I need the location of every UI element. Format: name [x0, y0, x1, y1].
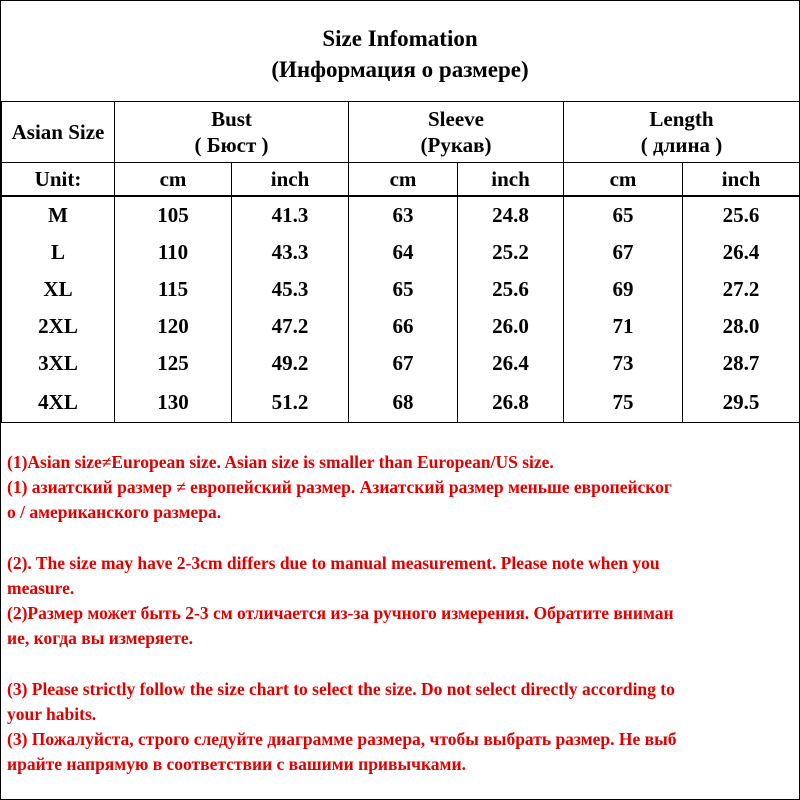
note-1-en: (1)Asian size≠European size. Asian size is smaller than European/US size.	[7, 452, 554, 472]
title-block	[1, 1, 799, 102]
value-cell: 67	[349, 345, 458, 382]
header-sleeve-ru: (Рукав)	[420, 133, 492, 157]
note-2-ru: (2)Размер может быть 2-3 см отличается из-за ручного измерения. Обратите вниман	[7, 603, 674, 623]
notes-section	[7, 450, 797, 777]
value-cell: 24.8	[458, 196, 564, 234]
value-cell: 47.2	[232, 308, 349, 345]
header-length-label: Length	[649, 107, 714, 131]
value-cell: 65	[349, 271, 458, 308]
size-table	[1, 101, 800, 423]
value-cell: 68	[349, 382, 458, 423]
note-3-en: (3) Please strictly follow the size chart to select the size. Do not select directly according to	[7, 679, 675, 699]
header-bust-label: Bust	[211, 107, 252, 131]
table-row	[2, 234, 800, 271]
value-cell: 43.3	[232, 234, 349, 271]
table-row	[2, 382, 800, 423]
value-cell: 130	[115, 382, 232, 423]
value-cell: 26.4	[683, 234, 800, 271]
note-2-ru-cont: ие, когда вы измеряете.	[7, 628, 194, 648]
note-gap	[7, 525, 797, 551]
value-cell: 26.8	[458, 382, 564, 423]
table-row	[2, 345, 800, 382]
note-1-ru: (1) азиатский размер ≠ европейский размер. Азиатский размер меньше европейског	[7, 477, 672, 497]
header-bust	[115, 102, 349, 163]
note-gap	[7, 651, 797, 677]
header-sleeve	[349, 102, 564, 163]
note-2-en: (2). The size may have 2-3cm differs due to manual measurement. Please note when you	[7, 553, 660, 573]
value-cell: 69	[564, 271, 683, 308]
unit-cell: inch	[232, 163, 349, 197]
value-cell: 67	[564, 234, 683, 271]
note-2-en-cont: measure.	[7, 578, 75, 598]
header-asian-size: Asian Size	[2, 102, 115, 163]
unit-cell: inch	[458, 163, 564, 197]
size-cell: L	[2, 234, 115, 271]
value-cell: 75	[564, 382, 683, 423]
table-row	[2, 196, 800, 234]
unit-row	[2, 163, 800, 197]
value-cell: 28.0	[683, 308, 800, 345]
table-row	[2, 271, 800, 308]
value-cell: 105	[115, 196, 232, 234]
table-header-row	[2, 102, 800, 163]
header-length	[564, 102, 800, 163]
page-title: Size Infomation	[322, 26, 478, 51]
header-bust-ru: ( Бюст )	[194, 133, 269, 157]
value-cell: 26.0	[458, 308, 564, 345]
value-cell: 125	[115, 345, 232, 382]
header-length-ru: ( длина )	[640, 133, 723, 157]
value-cell: 25.6	[458, 271, 564, 308]
value-cell: 115	[115, 271, 232, 308]
value-cell: 25.2	[458, 234, 564, 271]
unit-cell: cm	[115, 163, 232, 197]
value-cell: 66	[349, 308, 458, 345]
value-cell: 120	[115, 308, 232, 345]
page-subtitle: (Информация о размере)	[271, 57, 529, 82]
value-cell: 110	[115, 234, 232, 271]
value-cell: 63	[349, 196, 458, 234]
value-cell: 71	[564, 308, 683, 345]
value-cell: 29.5	[683, 382, 800, 423]
note-1-ru-cont: о / американского размера.	[7, 502, 222, 522]
value-cell: 49.2	[232, 345, 349, 382]
unit-cell: inch	[683, 163, 800, 197]
value-cell: 26.4	[458, 345, 564, 382]
unit-label: Unit:	[2, 163, 115, 197]
size-cell: 2XL	[2, 308, 115, 345]
table-row	[2, 308, 800, 345]
value-cell: 51.2	[232, 382, 349, 423]
note-3-ru: (3) Пожалуйста, строго следуйте диаграмме размера, чтобы выбрать размер. Не выб	[7, 729, 677, 749]
value-cell: 28.7	[683, 345, 800, 382]
note-3-ru-cont: ирайте напрямую в соответствии с вашими привычками.	[7, 754, 466, 774]
size-cell: 4XL	[2, 382, 115, 423]
value-cell: 65	[564, 196, 683, 234]
value-cell: 64	[349, 234, 458, 271]
note-3-en-cont: your habits.	[7, 704, 97, 724]
value-cell: 73	[564, 345, 683, 382]
unit-cell: cm	[349, 163, 458, 197]
value-cell: 25.6	[683, 196, 800, 234]
size-cell: M	[2, 196, 115, 234]
value-cell: 27.2	[683, 271, 800, 308]
value-cell: 41.3	[232, 196, 349, 234]
size-cell: 3XL	[2, 345, 115, 382]
value-cell: 45.3	[232, 271, 349, 308]
unit-cell: cm	[564, 163, 683, 197]
size-cell: XL	[2, 271, 115, 308]
header-sleeve-label: Sleeve	[428, 107, 484, 131]
